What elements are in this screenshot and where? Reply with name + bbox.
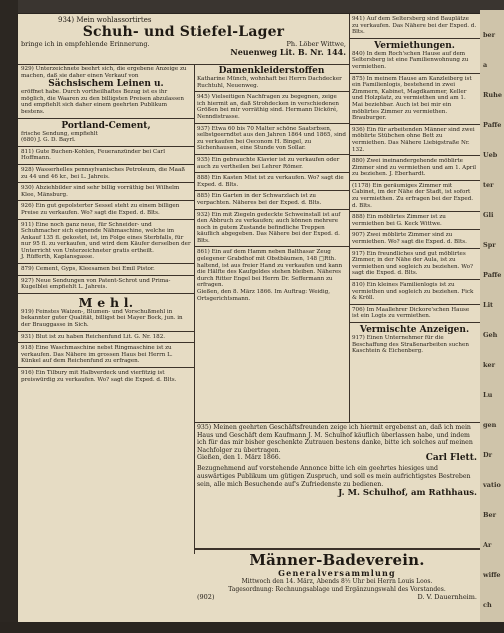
rule <box>18 118 194 119</box>
rule <box>194 91 349 92</box>
column-rule <box>349 14 350 422</box>
rule <box>349 229 480 230</box>
rule <box>194 154 349 155</box>
advert-text: 932) Ein mit Ziegeln gedeckte Schweinstall ist auf den Abbruch zu verkaufen; auch können mehrere noch in gutem Zustande befindliche Treppen käuflich abgegeben. Das Nähere bei der Exped. d. Blts. <box>197 211 341 244</box>
advert-text: 888) Ein möblirtes Zimmer ist zu vermiethen bei G. Keck Wittwe. <box>352 214 446 227</box>
column-middle <box>194 66 349 422</box>
advert-heading: Vermischte Anzeigen. <box>359 324 470 335</box>
verein-line-2: Tagesordnung: Rechnungsablage und Ergänzungswahl des Vorstandes. <box>228 585 446 593</box>
rule <box>18 164 194 165</box>
rule <box>349 248 480 249</box>
strip-word: Paffe <box>483 271 502 279</box>
advert-text: 885) Ein Garten in der Schwarzlach ist zu verpachten. Näheres bei der Exped. d. Blts. <box>197 193 322 206</box>
top-ad-title: Schuh- und Stiefel-Lager <box>82 24 285 40</box>
rule <box>18 182 194 183</box>
notice-signature: Carl Flett. <box>425 453 477 464</box>
strip-word: Ber <box>483 511 497 519</box>
top-ad-tagline: bringe ich in empfehlende Erinnerung. <box>21 40 150 48</box>
rule <box>349 155 480 156</box>
rule <box>194 246 349 247</box>
advert-text: 941) Auf dem Seltersberg sind Bauplätze zu verkaufen. Das Nähere bei der Exped. d. Blts. <box>352 16 477 36</box>
rule <box>18 331 194 332</box>
rule <box>194 548 480 550</box>
rule <box>194 172 349 173</box>
rule <box>349 38 480 39</box>
rule <box>18 200 194 201</box>
strip-word: Paffe <box>483 121 502 129</box>
rule <box>349 180 480 181</box>
advert-text: 931) Blut ist zu haben Reichenfund Lit. G. Nr. 182. <box>21 333 166 340</box>
advert-text: frische Sendung, empfiehlt <box>21 130 98 137</box>
business-transfer-notice <box>194 424 480 546</box>
verein-signature: D. V. Dauernheim. <box>417 593 477 601</box>
advert-text: 937) Etwa 60 bis 70 Malter schöne Saatsrbsen, selbstgeerndtet aus den Jahren 1864 und 1865, sind zu verkaufen bei Oeconom H. Bingel, zu Sichenhausen, eine Stunde von Sollar. <box>197 125 346 152</box>
advert-text: 810) Ein kleines Familienlogis ist zu vermiethen und sogleich zu beziehen. Fick & Kröll. <box>352 282 474 302</box>
bottom-edge <box>0 622 504 633</box>
strip-word: Ruhe <box>483 91 502 99</box>
top-ad-address: Neuenweg Lit. B. Nr. 144. <box>230 47 346 57</box>
advert-text: 926) Ein gut gepolsterter Sessel steht zu einem billigen Preise zu verkaufen. Wo? sagt die Exped. d. Blts. <box>21 203 180 216</box>
column-right <box>349 16 480 422</box>
advert-text: 936) Ein für arbeitenden Männer sind zwei möblirte Stübchen ohne Bett zu vermiethen. Das Nähere Liebigstraße Nr. 132. <box>352 126 475 153</box>
advert-text: 927) Neue Sendungen von Patent-Schrot und Prima-Kugelblei empfiehlt L. Jahreis. <box>21 277 171 291</box>
rule <box>18 219 194 220</box>
advert-heading: M e h l. <box>78 294 134 310</box>
advert-text: J. Rüfferth, Kaplansgasse. <box>21 254 94 261</box>
rule <box>18 146 194 147</box>
strip-word: vatio <box>483 481 501 489</box>
notice-text-2: Bezugnehmend auf vorstehende Annonce bitte ich ein geehrtes hiesiges und auswärtiges Publikum um gütigen Zuspruch, und soll es mein aufrichtigstes Bestreben sein, alle mich Besuchende auf's Zufriedenste zu bedienen. <box>197 465 471 488</box>
advert-heading: Vermiethungen. <box>374 40 455 51</box>
baths-association-notice <box>194 552 480 622</box>
advert-text: 916) Ein Tilbury mit Halbverdeck und vierfitzig ist preiswürdig zu verkaufen. Wo? sagt die Exped. d. Blts. <box>21 370 177 383</box>
rule <box>194 123 349 124</box>
strip-word: wiffe <box>483 571 501 579</box>
advert-text: Katharine Münch, wohnhaft bei Herrn Dachdecker Ruchtuhl, Neuenweg. <box>197 76 342 89</box>
rule <box>18 275 194 276</box>
rule <box>18 293 194 294</box>
advert-heading: Damenkleiderstoffen <box>218 66 325 76</box>
advert-text: 935) Ein gebrauchte Klavier ist zu verkaufen oder auch zu vertheilen bei Lehrer Römer. <box>197 156 340 170</box>
advert-text: 929) Unterzeichnete beehrt sich, die ergebene Anzeige zu machen, daß sie daher einen Verkauf von <box>21 66 187 79</box>
advert-text: (680) J. G. D. Bayrl. <box>21 137 76 144</box>
strip-word: ch <box>483 601 492 609</box>
advert-text: (1178) Ein geräumiges Zimmer mit Cabinet, im der Nähe der Stadt, ist sofort zu vermiethen. Zu erfragen bei der Exped. d. Blts. <box>352 182 474 209</box>
advert-text: 917) Einen Unternehmer für die Beschaffung des Straßenarbeiten suchen Kaschtein & Eichenberg. <box>352 334 469 355</box>
advert-text: 888) Ein Kasten Mist ist zu verkaufen. Wo? sagt die Exped. d. Blts. <box>197 175 344 188</box>
verein-line-1: Mittwoch den 14. März, Abends 8½ Uhr bei Herrn Louis Loos. <box>241 578 433 585</box>
strip-word: Spr <box>483 241 496 249</box>
rule <box>349 279 480 280</box>
strip-word: ter <box>483 181 494 189</box>
verein-title: Männer-Badeverein. <box>249 552 425 569</box>
advert-text: eröffnet habe. Durch vortheilhaftes Bezug ist es ihr möglich, die Waaren zu den billigsten Preisen abzulassen und empfiehlt sich daher einem geehrten Publikum bestens. <box>21 89 184 115</box>
advert-heading: Portland-Cement, <box>61 120 151 131</box>
rule <box>349 304 480 305</box>
notice-signature-2: J. M. Schulhof, am Rathhaus. <box>338 488 477 499</box>
strip-word: Lit <box>483 301 494 309</box>
advert-text: 917) Ein freundliches und gut möblirtes Zimmer, in der Nähe der Aula, ist zu vermiethen und sogleich zu beziehen. Wo? sagt die Exped. d. Blts. <box>352 250 473 277</box>
top-ad <box>18 16 349 57</box>
rule <box>349 322 480 323</box>
advert-text: Gießen, den 8. März 1866. Im Auftrag: Weidig, Ortsgerichtsmann. <box>197 289 331 302</box>
top-ad-signature: Ph. Löber Wittwe, <box>286 40 346 48</box>
advert-text: 879) Cement, Gyps, Kleesamen bei Emil Pistor. <box>21 266 155 273</box>
advert-text: 928) Wasserhelles pennsylvanisches Petroleum, die Maaß zu 44 und 46 kr., bei L. Jahreis. <box>21 166 186 180</box>
strip-word: ker <box>483 361 496 369</box>
column-left <box>18 66 194 622</box>
advert-text: 930) Abziehbilder sind sehr billig vorräthig bei Wilhelm Klee, Mänsburg. <box>21 185 180 198</box>
rule <box>194 209 349 210</box>
advert-text: 840) In dem Roch'schen Hause auf dem Seltersberg ist eine Familienwohnung zu vermiethen. <box>352 50 469 70</box>
top-ad-number: 934) <box>58 16 75 24</box>
strip-word: ber <box>483 31 496 39</box>
rule <box>349 211 480 212</box>
rule <box>18 263 194 264</box>
advert-text: 861) Ein auf dem Hamm neben Balthasar Zeug gelegener Grabdhof mit Obstbäumen, 148 □Rth. haltend, ist aus freier Hand zu verkaufen und kann die Hälfte des Kaufgeldes stehen bleiben. Näheres durch Ritter Engel bei Herrn Dr. Seffermann zu erfragen. <box>197 249 343 289</box>
strip-word: a <box>483 61 488 69</box>
advert-text: 918) Eine Waschmaschine nebst Ringmaschine ist zu verkaufen. Das Nähere im grossen Haus bei Herrn L. Künkel auf dem Reichenfund zu erfragen. <box>21 345 173 365</box>
advert-text: 811) Gute Buchen-Kohlen, Feueranzünder bei Carl Hoffmann. <box>21 148 165 162</box>
top-ad-pre: Mein wohlassortirtes <box>76 16 152 24</box>
strip-word: Geh <box>483 331 498 339</box>
next-page-edge <box>480 10 504 622</box>
advert-text: 919) Feinstes Waizen-, Blumen- und Vorschußmehl in bekannter guter Qualität, billigst bei Mayer Bock, jun. in der Brauggasse in Sich. <box>21 308 183 329</box>
verein-subtitle: Generalversammlung <box>278 568 396 578</box>
notice-text: 935) Meinen geehrten Geschäftsfreunden zeige ich hiermit ergebenst an, daß ich mein Haus und Geschäft dem Kaufmann J. M. Schulhof käuflich überlassen habe, und indem ich für das mir bisher geschenkte Zutrauen bestens danke, bitte ich solches auf meinen Nachfolger zu übertragen. <box>197 424 473 454</box>
advert-text: 706) Im Maallehrer Dickore'schen Hause ist ein Logis zu vermiethen. <box>352 306 470 320</box>
rule <box>349 124 480 125</box>
book-gutter <box>0 0 18 633</box>
rule <box>194 190 349 191</box>
verein-number: (902) <box>197 593 215 601</box>
rule <box>194 422 480 423</box>
strip-word: Ar <box>483 541 492 549</box>
advert-heading: Sächsischem Leinen u. <box>48 79 164 90</box>
strip-word: Ueb <box>483 151 498 159</box>
advert-text: 907) Zwei möblirte Zimmer sind zu vermiethen. Wo? sagt die Exped. d. Blts. <box>352 232 467 246</box>
rule <box>18 367 194 368</box>
rule <box>349 73 480 74</box>
notice-date: Gießen, den 1. März 1866. <box>197 454 281 462</box>
advert-text: 945) Vielseitigen Nachfragen zu begegnen, zeige ich hiermit an, daß Strohdecken in verschiedenen Größen bei mir vorräthig sind. Hermann Dicköré, Nenndistrasse. <box>197 94 339 120</box>
newspaper-page <box>18 14 480 622</box>
strip-word: Dr <box>483 451 493 459</box>
strip-word: Lu <box>483 391 493 399</box>
strip-word: gen <box>483 421 497 429</box>
rule <box>18 342 194 343</box>
strip-word: Gli <box>483 211 494 219</box>
advert-text: 875) In meinem Hause am Kanzleiberg ist ein Familienlogis, bestehend in zwei Zimmern, Kabinet, Magdkammer, Keller und Holzplatz, zu vermiethen und am 1. Mai beziehbar. Auch ist bei mir ein möblirtes Zimmer zu vermiethen. Brauburger. <box>352 75 472 122</box>
advert-text: 880) Zwei ineinandergehende möblirte Zimmer sind zu vermiethen und am 1. April zu beziehen. J. Eberhardt. <box>352 158 477 178</box>
advert-text: 911) Eine noch ganz neue, für Schneider- und Schuhmacher sich eignende Nähmaschine, welche im Ankauf 135 fl. gekostet, ist, im Folge eines Sterbfalls, für nur 95 fl. zu verkaufen, und wird dem Käufer derselben der Unterricht von Unterzeichneter gratis ertheilt. <box>21 221 191 254</box>
rule <box>18 64 349 65</box>
